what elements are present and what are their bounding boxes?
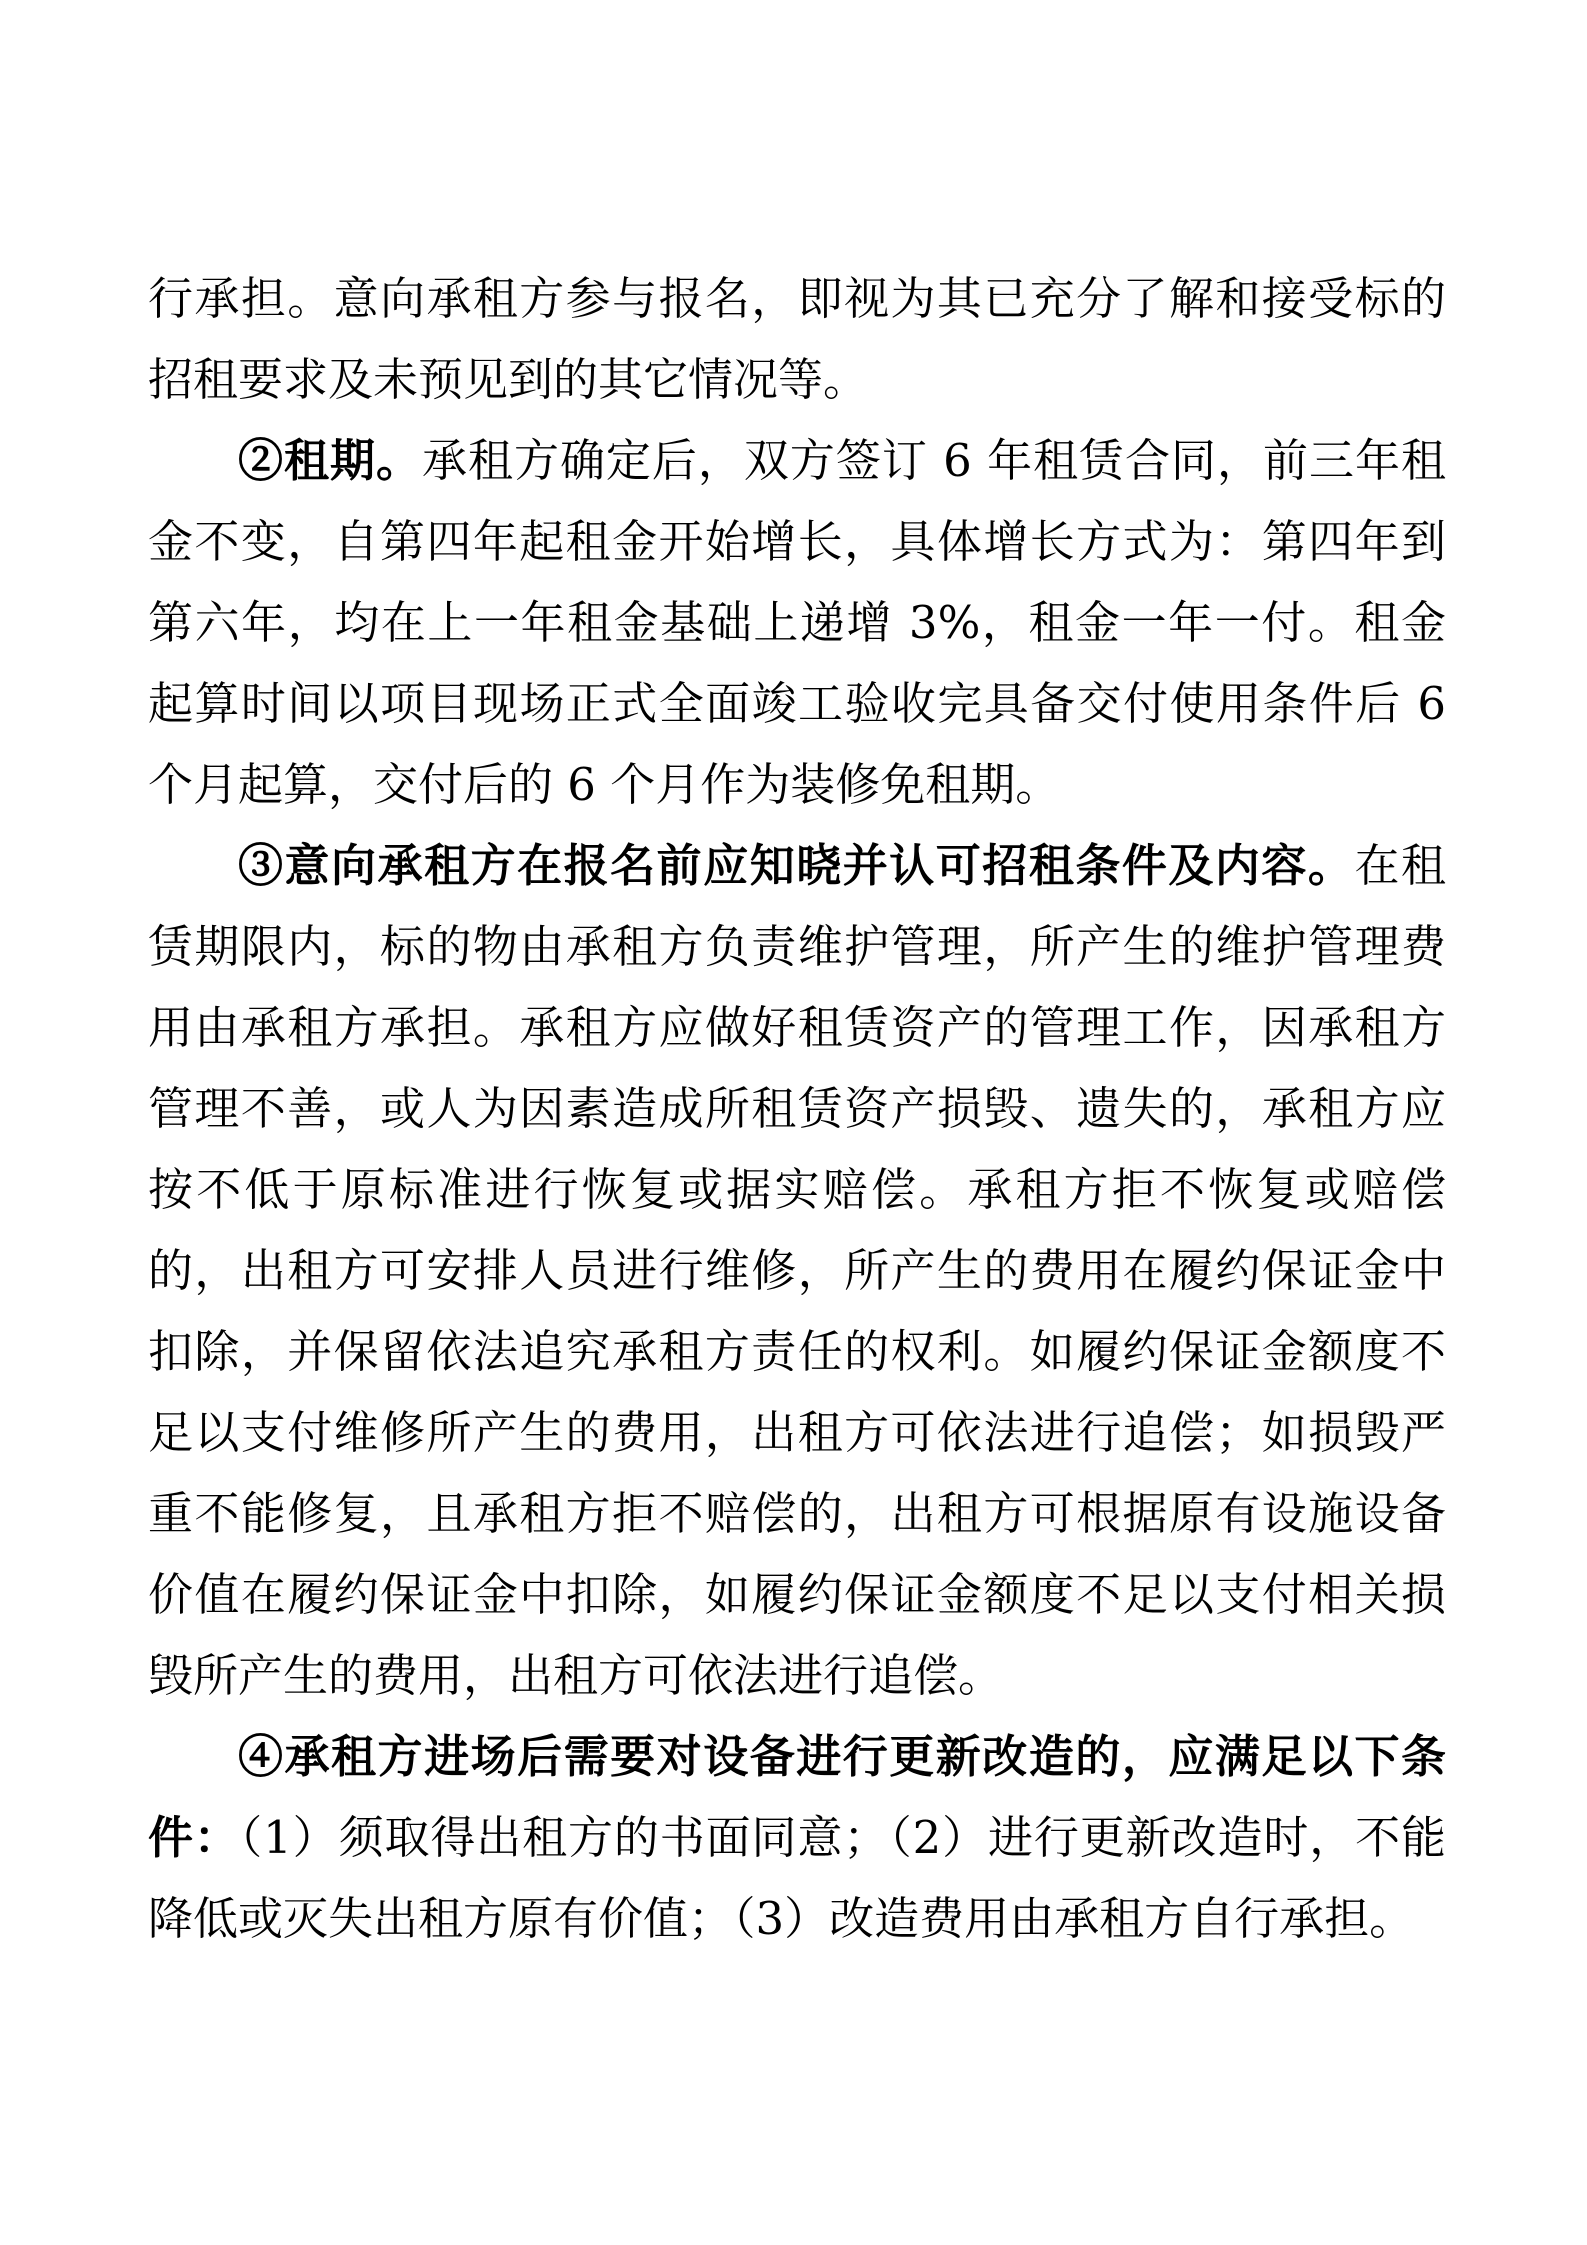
- paragraph: [148, 258, 1446, 420]
- document-body: [148, 258, 1446, 1959]
- bold-text-run: ④承租方进场后需要对设备进行更新改造的，应满足以下条件：: [148, 1730, 1446, 1864]
- bold-text-run: ②租期。: [238, 434, 422, 487]
- text-run: 行承担。意向承租方参与报名，即视为其已充分了解和接受标的招租要求及未预见到的其它情况等。: [148, 272, 1446, 406]
- text-run: 在租赁期限内，标的物由承租方负责维护管理，所产生的维护管理费用由承租方承担。承租方应做好租赁资产的管理工作，因承租方管理不善，或人为因素造成所租赁资产损毁、遗失的，承租方应按不低于原标准进行恢复或据实赔偿。承租方拒不恢复或赔偿的，出租方可安排人员进行维修，所产生的费用在履约保证金中扣除，并保留依法追究承租方责任的权利。如履约保证金额度不足以支付维修所产生的费用，出租方可依法进行追偿；如损毁严重不能修复，且承租方拒不赔偿的，出租方可根据原有设施设备价值在履约保证金中扣除，如履约保证金额度不足以支付相关损毁所产生的费用，出租方可依法进行追偿。: [148, 839, 1446, 1702]
- paragraph: [148, 825, 1446, 1716]
- paragraph: [148, 420, 1446, 825]
- paragraph: [148, 1716, 1446, 1959]
- bold-text-run: ③意向承租方在报名前应知晓并认可招租条件及内容。: [238, 839, 1355, 892]
- text-run: （1）须取得出租方的书面同意；（2）进行更新改造时，不能降低或灭失出租方原有价值；（3）改造费用由承租方自行承担。: [148, 1811, 1446, 1945]
- text-run: 承租方确定后，双方签订 6 年租赁合同，前三年租金不变，自第四年起租金开始增长，具体增长方式为：第四年到第六年，均在上一年租金基础上递增 3%，租金一年一付。租金起算时间以项目现场正式全面竣工验收完具备交付使用条件后 6 个月起算，交付后的 6 个月作为装修免租期。: [148, 434, 1446, 811]
